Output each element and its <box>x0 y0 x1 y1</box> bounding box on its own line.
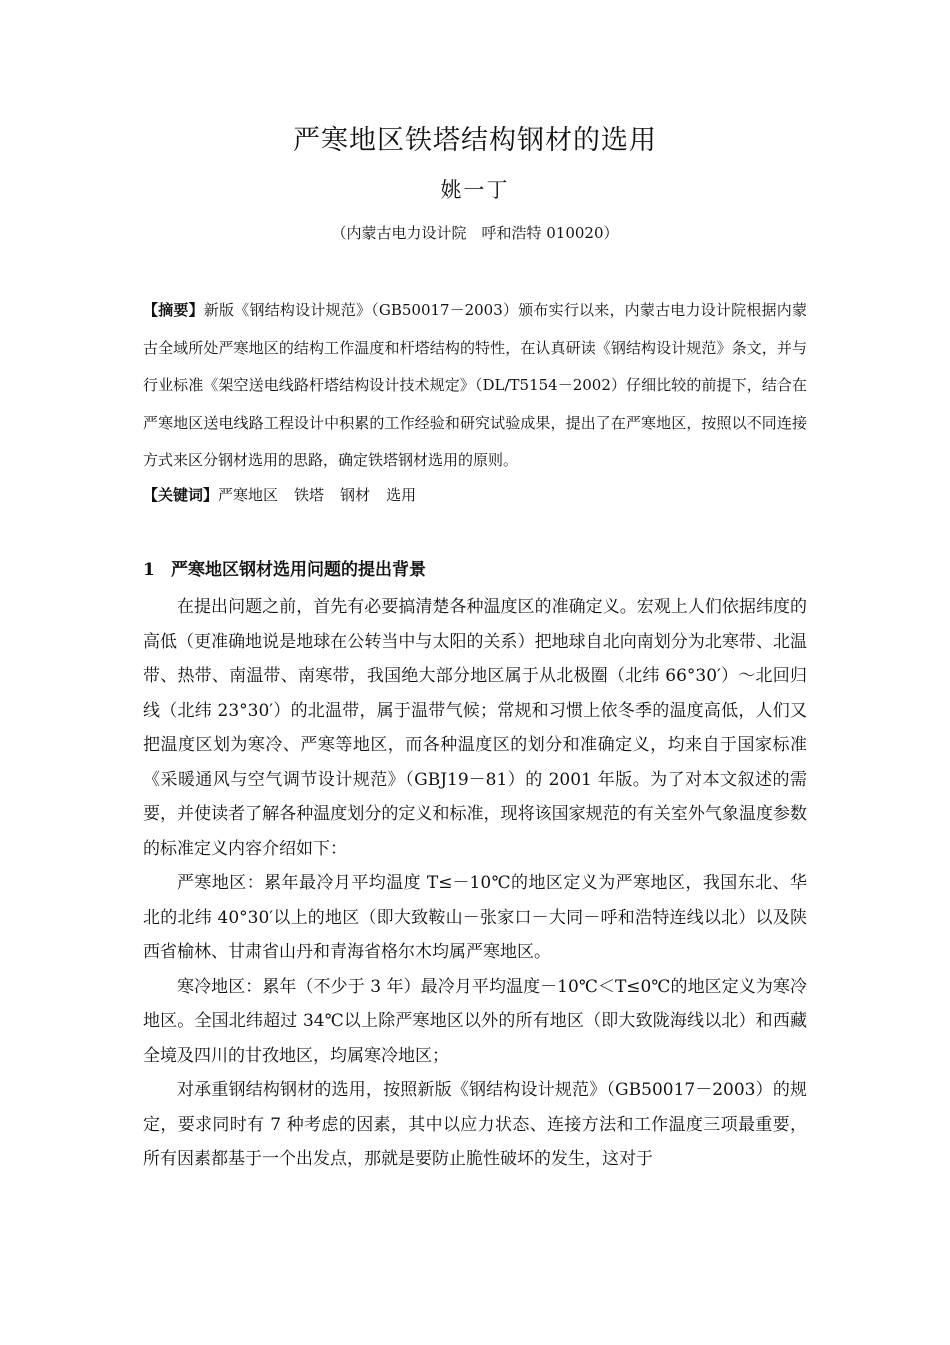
body-paragraph: 寒冷地区：累年（不少于 3 年）最冷月平均温度－10℃＜T≤0℃的地区定义为寒冷地区。全国北纬超过 34℃以上除严寒地区以外的所有地区（即大致陇海线以北）和西藏全境及四川的甘孜地区，均属寒冷地区； <box>143 976 807 1066</box>
section-number: 1 <box>143 560 155 580</box>
section-title: 严寒地区钢材选用问题的提出背景 <box>171 560 426 580</box>
keyword: 铁塔 <box>294 486 325 504</box>
abstract-label: 【摘要】 <box>143 301 204 319</box>
keyword: 钢材 <box>340 486 371 504</box>
author-affiliation: （内蒙古电力设计院 呼和浩特 010020） <box>331 224 619 242</box>
paper-title: 严寒地区铁塔结构钢材的选用 <box>293 125 657 156</box>
abstract-text: 新版《钢结构设计规范》（GB50017－2003）颁布实行以来，内蒙古电力设计院根据内蒙古全域所处严寒地区的结构工作温度和杆塔结构的特性，在认真研读《钢结构设计规范》条文，并与行业标准《架空送电线路杆塔结构设计技术规定》（DL/T5154－2002）仔细比较的前提下，结合在严寒地区送电线路工程设计中积累的工作经验和研究试验成果，提出了在严寒地区，按照以不同连接方式来区分钢材选用的思路，确定铁塔钢材选用的原则。 <box>143 301 807 469</box>
section-heading <box>143 555 807 585</box>
keyword: 选用 <box>386 486 417 504</box>
keywords-block <box>143 480 807 510</box>
body-text <box>143 590 807 1177</box>
body-paragraph: 严寒地区：累年最冷月平均温度 T≤－10℃的地区定义为严寒地区，我国东北、华北的北纬 40°30′以上的地区（即大致鞍山－张家口－大同－呼和浩特连线以北）以及陕西省榆林、甘肃省山丹和青海省格尔木均属严寒地区。 <box>143 873 807 962</box>
keyword: 严寒地区 <box>218 486 279 504</box>
body-paragraph: 对承重钢结构钢材的选用，按照新版《钢结构设计规范》（GB50017－2003）的规定，要求同时有 7 种考虑的因素，其中以应力状态、连接方法和工作温度三项最重要，所有因素都基于一个出发点，那就是要防止脆性破坏的发生，这对于 <box>143 1080 807 1169</box>
body-paragraph: 在提出问题之前，首先有必要搞清楚各种温度区的准确定义。宏观上人们依据纬度的高低（更准确地说是地球在公转当中与太阳的关系）把地球自北向南划分为北寒带、北温带、热带、南温带、南寒带，我国绝大部分地区属于从北极圈（北纬 66°30′）～北回归线（北纬 23°30′）的北温带，属于温带气候；常规和习惯上依冬季的温度高低，人们又把温度区划为寒冷、严寒等地区，而各种温度区的划分和准确定义，均来自于国家标准《采暖通风与空气调节设计规范》（GBJ19－81）的 2001 年版。为了对本文叙述的需要，并使读者了解各种温度划分的定义和标准，现将该国家规范的有关室外气象温度参数的标准定义内容介绍如下： <box>143 597 807 859</box>
keywords-label: 【关键词】 <box>143 486 219 504</box>
paper-author: 姚一丁 <box>440 178 510 202</box>
abstract-block <box>143 292 807 480</box>
